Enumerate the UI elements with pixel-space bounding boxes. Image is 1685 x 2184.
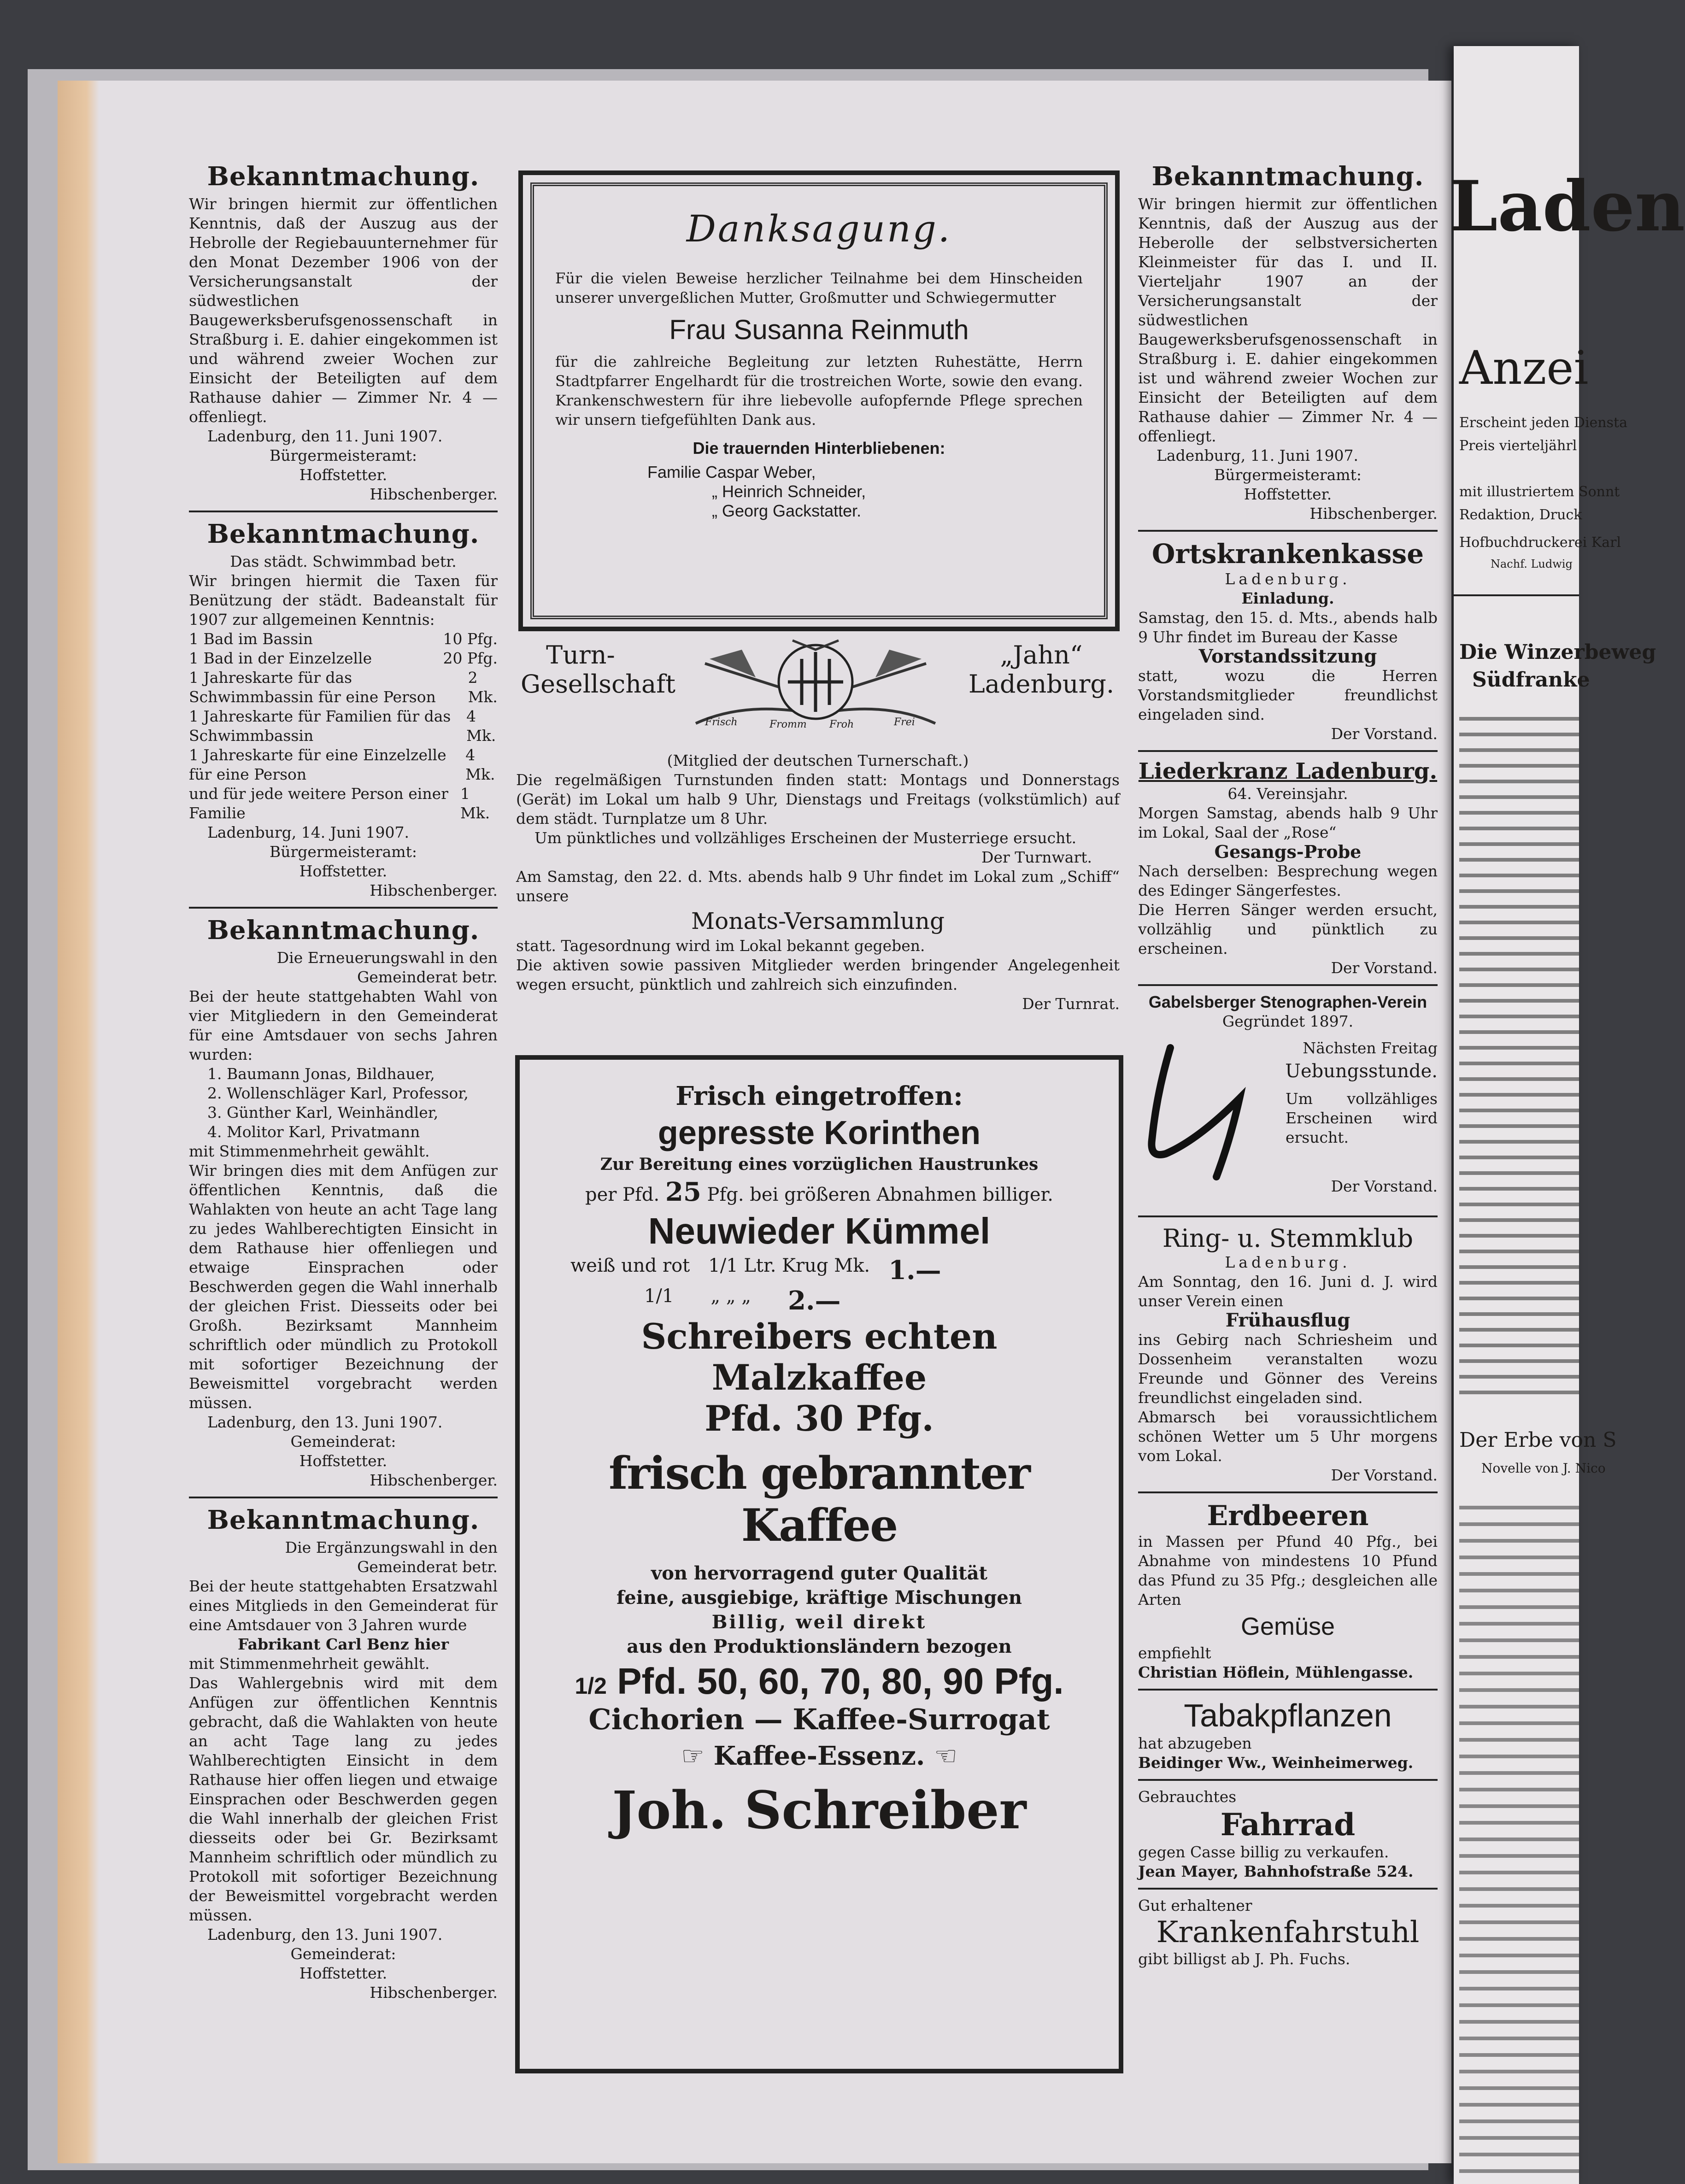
notice-date: Ladenburg, 14. Juni 1907. (207, 823, 409, 841)
gabelsberger (1138, 992, 1438, 1209)
ad-line: frisch gebrannter Kaffee (609, 1447, 1030, 1551)
price-value: 2 Mk. (468, 669, 498, 706)
mourner-line: Familie Caspar Weber, (647, 463, 816, 481)
danksagung-title: Danksagung. (686, 207, 952, 250)
turn-text-3: Am Samstag, den 22. d. Mts. abends halb 9 Uhr findet im Lokal zum „Schiff“ unsere (516, 868, 1120, 905)
notice-4 (189, 1505, 498, 2002)
divider (189, 907, 498, 909)
ad-line: Cichorien — Kaffee-Surrogat (588, 1703, 1050, 1736)
turn-signature: Der Turnwart. (981, 848, 1092, 866)
notice-sub: Gegründet 1897. (1222, 1012, 1354, 1030)
ad-price-line (570, 1255, 1105, 1286)
notice-pre: Gut erhaltener (1138, 1896, 1252, 1914)
notice-sig: Der Vorstand. (1331, 1466, 1438, 1484)
notice-title: Gabelsberger Stenographen-Verein (1148, 992, 1427, 1011)
ad-line: Schreibers echten Malzkaffee (641, 1316, 998, 1398)
price-row (189, 784, 498, 823)
price-row (189, 629, 498, 649)
notice-sig2: Hibschenberger. (370, 485, 498, 503)
notice-text: Nach derselben: Besprechung wegen des Edinger Sängerfestes. (1138, 862, 1438, 899)
notice-title: Bekanntmachung. (207, 161, 480, 192)
elected-item: 2. Wollenschläger Karl, Professor, (207, 1084, 469, 1102)
notice-sig1: Hoffstetter. (299, 1452, 387, 1470)
left-column (189, 161, 498, 2002)
notice-title: Liederkranz Ladenburg. (1138, 758, 1438, 784)
price-row (189, 746, 498, 784)
article-text (1459, 1493, 1579, 2184)
turn-text-4: statt. Tagesordnung wird im Lokal bekannt gegeben. (516, 937, 925, 955)
notice-sig: Der Vorstand. (1331, 725, 1438, 743)
danksagung-text-1: Für die vielen Beweise herzlicher Teilnahme bei dem Hinscheiden unserer unvergeßlichen Mutter, Großmutter und Schwiegermutter (555, 270, 1083, 306)
member-note: (Mitglied der deutschen Turnerschaft.) (667, 751, 969, 769)
masthead-line: Redaktion, Druck (1459, 507, 1582, 523)
article-title: Südfranke (1472, 668, 1590, 692)
erdbeeren-ad (1138, 1500, 1438, 1682)
notice-sig1: Hoffstetter. (299, 466, 387, 484)
notice-subject: Das städt. Schwimmbad betr. (230, 552, 457, 570)
notice-body: Das Wahlergebnis wird mit dem Anfügen zur öffentlichen Kenntnis gebracht, daß die Wahlakten von heute an acht Tage lang zu jedes Wahlberechtigten Einsicht in dem Rathause hier offen liegen und etwaige Einsprachen oder Beschwerden gegen die Wahl innerhalb der gleichen Frist diesseits oder bei Gr. Bezirksamt Mannheim schriftlich oder mündlich zu Protokoll mit sofortiger Bezeichnung der Beweismittel vorgebracht werden müssen. (189, 1674, 498, 1924)
notice-pre: Gebrauchtes (1138, 1788, 1237, 1806)
notice-mid: Frühausflug (1225, 1309, 1350, 1331)
ad-line: gepresste Korinthen (658, 1115, 981, 1151)
notice-date: Ladenburg, den 13. Juni 1907. (207, 1926, 443, 1943)
ad-line: Neuwieder Kümmel (648, 1210, 991, 1251)
ad-price: 2.— (787, 1286, 841, 1316)
notice-text: Morgen Samstag, abends halb 9 Uhr im Lokal, Saal der „Rose“ (1138, 804, 1438, 841)
price-row (189, 707, 498, 746)
price-label: 1 Jahreskarte für eine Einzelzelle für eine Person (189, 746, 446, 783)
ad-text: weiß und rot (570, 1255, 690, 1276)
pointing-hand-right-icon: ☞ (681, 1741, 705, 1771)
price-label: 1 Bad im Bassin (189, 630, 313, 648)
ad-text: per Pfd. (585, 1184, 660, 1205)
price-value: 1 Mk. (460, 785, 490, 822)
notice-sig: Der Vorstand. (1331, 959, 1438, 977)
notice-office: Bürgermeisteramt: (270, 446, 417, 464)
price-label: 1 Jahreskarte für Familien für das Schwimmbassin (189, 707, 451, 745)
article-title: Die Winzerbeweg (1459, 640, 1656, 664)
masthead-sub: Anzei (1459, 341, 1589, 395)
versammlung-heading: Monats-Versammlung (691, 908, 945, 934)
divider (189, 511, 498, 512)
mourner-line: „ Heinrich Schneider, (712, 482, 866, 501)
price-row (189, 668, 498, 707)
notice-office: Bürgermeisteramt: (1214, 466, 1362, 484)
elected-name: Fabrikant Carl Benz hier (237, 1635, 449, 1653)
price-row (189, 649, 498, 668)
ad-line: von hervorragend guter Qualität (651, 1562, 987, 1584)
notice-text: Jean Mayer, Bahnhofstraße 524. (1138, 1862, 1414, 1880)
turner-emblem (677, 631, 954, 751)
ad-price-line (534, 1177, 1105, 1207)
notice-after: mit Stimmenmehrheit gewählt. (189, 1655, 430, 1673)
notice-sig2: Hibschenberger. (370, 881, 498, 899)
notice-text: gegen Casse billig zu verkaufen. (1138, 1843, 1389, 1861)
price-value: 4 Mk. (466, 707, 496, 745)
divider (1138, 1888, 1438, 1890)
ad-text: Pfd. 50, 60, 70, 80, 90 Pfg. (617, 1661, 1064, 1702)
notice-sig: Der Vorstand. (1331, 1177, 1438, 1195)
notice-date: Ladenburg, 11. Juni 1907. (1157, 446, 1358, 464)
ad-text: „ „ „ (710, 1286, 751, 1307)
notice-title: Bekanntmachung. (207, 1505, 480, 1535)
notice-sig2: Hibschenberger. (1309, 505, 1438, 523)
notice-mid: Gemüse (1240, 1613, 1335, 1640)
ad-price: 25 (665, 1177, 701, 1207)
price-label: 1 Jahreskarte für das Schwimmbassin für eine Person (189, 669, 436, 706)
notice-text: in Massen per Pfund 40 Pfg., bei Abnahme von mindestens 10 Pfund das Pfund zu 35 Pfg.; desgleichen alle Arten (1138, 1532, 1438, 1609)
notice-text: Beidinger Ww., Weinheimerweg. (1138, 1754, 1414, 1772)
liederkranz (1138, 758, 1438, 978)
ad-price-line (534, 1660, 1105, 1703)
notice-mid: Uebungsstunde. (1285, 1061, 1438, 1082)
masthead-line: Erscheint jeden Diensta (1459, 415, 1627, 431)
emblem-word: Frisch (705, 716, 738, 728)
notice-sig1: Hoffstetter. (299, 1964, 387, 1982)
notice-sub: Einladung. (1241, 589, 1334, 607)
notice-text: Am Sonntag, den 16. Juni d. J. wird unser Verein einen (1138, 1273, 1438, 1310)
article-text (1459, 705, 1579, 1396)
notice-title: Tabakpflanzen (1184, 1697, 1392, 1733)
ad-price: 1.— (888, 1255, 941, 1286)
notice-2 (189, 519, 498, 900)
ad-line: Pfd. 30 Pfg. (705, 1398, 934, 1439)
notice-office: Gemeinderat: (290, 1433, 396, 1450)
price-value: 20 Pfg. (443, 649, 498, 667)
turn-text-1: Die regelmäßigen Turnstunden finden statt: Montags und Donnerstags (Gerät) im Lokal um halb 9 Uhr, Dienstags und Freitags (volkstümlich) auf dem städt. Turnplatze um 8 Uhr. (516, 771, 1120, 828)
masthead-line: Hofbuchdruckerei Karl (1459, 534, 1621, 551)
ad-text: Kaffee-Essenz. (713, 1741, 925, 1771)
notice-text: Samstag, den 15. d. Mts., abends halb 9 Uhr findet im Bureau der Kasse (1138, 609, 1438, 646)
notice-title: Krankenfahrstuhl (1156, 1915, 1420, 1949)
notice-mid: Gesangs-Probe (1214, 841, 1362, 862)
notice-mid: Vorstandssitzung (1198, 646, 1377, 667)
notice-title: Ring- u. Stemmklub (1162, 1224, 1414, 1253)
mourner-line: „ Georg Gackstatter. (712, 501, 862, 520)
notice-date: Ladenburg, den 11. Juni 1907. (207, 427, 443, 445)
turner-cross-icon (677, 631, 954, 751)
notice-intro: Bei der heute stattgehabten Wahl von vier Mitgliedern in den Gemeinderat für eine Amtsdauer von sechs Jahren wurden: (189, 987, 498, 1063)
page-edge (58, 81, 99, 2163)
right-column (1138, 161, 1438, 1969)
emblem-word: Froh (829, 719, 854, 730)
mourners-heading: Die trauernden Hinterbliebenen: (693, 439, 945, 458)
notice-body: Wir bringen hiermit zur öffentlichen Kenntnis, daß der Auszug aus der Hebrolle der Regiebauunternehmer für den Monat Dezember 1906 von der Versicherungsanstalt der südwestlichen Baugewerksberufsgenossenschaft in Straßburg i. E. dahier eingekommen ist und während zweier Wochen zur Einsicht der Beteiligten auf dem Rathause dahier — Zimmer Nr. 4 — offenliegt. (189, 195, 498, 426)
ad-text: 1/2 (575, 1673, 607, 1699)
notice-text: Abmarsch bei voraussichtlichem schönen Wetter um 5 Uhr morgens vom Lokal. (1138, 1408, 1438, 1465)
article-title: Der Erbe von S (1459, 1428, 1617, 1452)
ad-line: feine, ausgiebige, kräftige Mischungen (616, 1587, 1022, 1609)
emblem-word: Fromm (769, 719, 807, 730)
club-name-left-bottom: Gesellschaft (521, 669, 675, 699)
notice-date: Ladenburg, den 13. Juni 1907. (207, 1413, 443, 1431)
turn-text-5: Die aktiven sowie passiven Mitglieder werden bringender Angelegenheit wegen ersucht, pünktlich und zahlreich sich einzufinden. (516, 956, 1120, 993)
schreiber-advert (515, 1055, 1123, 2073)
notice-text: gibt billigst ab J. Ph. Fuchs. (1138, 1950, 1350, 1968)
ad-price-line (644, 1286, 1105, 1316)
notice-sig1: Hoffstetter. (1244, 485, 1332, 503)
next-page-edge (1449, 46, 1685, 2184)
notice-year: 64. Vereinsjahr. (1227, 785, 1348, 803)
notice-intro: Wir bringen hiermit die Taxen für Benützung der städt. Badeanstalt für 1907 zur allgemeinen Kenntnis: (189, 572, 498, 628)
masthead-line: Nachf. Ludwig (1491, 558, 1573, 570)
notice-1 (189, 161, 498, 504)
notice-sig2: Hibschenberger. (370, 1984, 498, 2002)
notice-text: Die Herren Sänger werden ersucht, vollzählig und pünktlich zu erscheinen. (1138, 901, 1438, 957)
divider (1138, 530, 1438, 532)
elected-item: 1. Baumann Jonas, Bildhauer, (207, 1065, 435, 1083)
club-name-right-bottom: Ladenburg. (968, 669, 1115, 699)
notice-title: Fahrrad (1220, 1807, 1356, 1843)
notice-text: Nächsten Freitag (1303, 1039, 1438, 1057)
danksagung-box (518, 170, 1120, 631)
turngesellschaft-notice (511, 631, 1124, 1018)
ad-text: 1/1 Ltr. Krug Mk. (708, 1255, 870, 1276)
divider (1138, 1491, 1438, 1493)
elected-item: 3. Günther Karl, Weinhändler, (207, 1104, 439, 1121)
notice-office: Gemeinderat: (290, 1945, 396, 1963)
ad-line: Billig, weil direkt (711, 1611, 927, 1633)
ring-stemmklub (1138, 1224, 1438, 1485)
pointing-hand-left-icon: ☜ (934, 1741, 957, 1771)
divider (1138, 1689, 1438, 1691)
ad-text: Pfg. bei größeren Abnahmen billiger. (707, 1184, 1053, 1205)
ad-line: Zur Bereitung eines vorzüglichen Haustrunkes (600, 1155, 1039, 1174)
notice-office: Bürgermeisteramt: (270, 843, 417, 861)
turn-signature: Der Turnrat. (1022, 995, 1120, 1013)
price-value: 10 Pfg. (443, 630, 498, 648)
divider (189, 1497, 498, 1498)
ad-line: aus den Produktionsländern bezogen (627, 1636, 1012, 1657)
price-label: und für jede weitere Person einer Familie (189, 785, 448, 822)
notice-body: Wir bringen hiermit zur öffentlichen Kenntnis, daß der Auszug aus der Heberolle der selbstversicherten Kleinmeister für das I. und II. Vierteljahr 1907 an der Versicherungsanstalt der südwestlichen Baugewerksberufsgenossenschaft in Straßburg i. E. dahier eingekommen ist und während zweier Wochen zur Einsicht der Beteiligten auf dem Rathause dahier — Zimmer Nr. 4 — offenliegt. (1138, 195, 1438, 445)
notice-title: Erdbeeren (1207, 1500, 1369, 1532)
ad-essenz-line (534, 1741, 1105, 1771)
ad-text: 1/1 (644, 1286, 674, 1307)
article-byline: Novelle von J. Nico (1481, 1461, 1606, 1476)
ad-merchant-name: Joh. Schreiber (612, 1780, 1027, 1841)
emblem-word: Frei (894, 716, 915, 728)
club-name-left-top: Turn- (546, 640, 615, 669)
notice-subject: Die Ergänzungswahl in den Gemeinderat betr. (285, 1538, 498, 1576)
price-value: 4 Mk. (465, 746, 495, 783)
divider (1138, 750, 1438, 752)
notice-sig1: Hoffstetter. (299, 862, 387, 880)
notice-3 (189, 915, 498, 1490)
divider (1138, 984, 1438, 986)
danksagung-text-2: für die zahlreiche Begleitung zur letzten Ruhestätte, Herrn Stadtpfarrer Engelhardt für die trostreichen Worte, sowie den evang. Krankenschwestern für ihre liebevolle aufopfernde Pflege sprechen wir unsern tiefgefühlten Dank aus. (555, 353, 1083, 429)
deceased-name: Frau Susanna Reinmuth (669, 314, 969, 345)
divider (1138, 1779, 1438, 1781)
notice-town: Ladenburg. (1225, 570, 1351, 588)
notice-title: Bekanntmachung. (207, 519, 480, 549)
club-name-right-top: „Jahn“ (1000, 640, 1083, 669)
notice-title: Bekanntmachung. (207, 915, 480, 945)
tabak-ad (1138, 1697, 1438, 1773)
notice-text: ins Gebirg nach Schriesheim und Dossenheim veranstalten wozu Freunde und Gönner des Vereins freundlichst eingeladen sind. (1138, 1331, 1438, 1407)
notice-intro: Bei der heute stattgehabten Ersatzwahl eines Mitglieds in den Gemeinderat für eine Amtsdauer von 3 Jahren wurde (189, 1577, 498, 1634)
notice-text: Christian Höflein, Mühlengasse. (1138, 1663, 1414, 1681)
krankenfahrstuhl-ad (1138, 1896, 1438, 1969)
price-label: 1 Bad in der Einzelzelle (189, 649, 372, 667)
ortskrankenkasse (1138, 538, 1438, 744)
elected-item: 4. Molitor Karl, Privatmann (207, 1123, 420, 1141)
fahrrad-ad (1138, 1787, 1438, 1881)
divider (1138, 1215, 1438, 1217)
notice-title: Bekanntmachung. (1151, 161, 1424, 192)
notice-text: Um vollzähliges Erscheinen wird ersucht. (1286, 1090, 1438, 1146)
ad-line: Frisch eingetroffen: (675, 1081, 963, 1111)
notice-kleinmeister (1138, 161, 1438, 523)
notice-body: Wir bringen dies mit dem Anfügen zur öffentlichen Kenntnis, daß die Wahlakten von heute an acht Tage lang zu jedes Wahlberechtigten Einsicht in dem Rathause hier offenliegen und etwaige Einsprachen oder Beschwerden gegen die Wahl innerhalb der gleichen Frist. Diesseits oder bei Großh. Bezirksamt Mannheim schriftlich oder mündlich zu Protokoll mit sofortiger Bezeichnung der Beweismittel vorgebracht werden müssen. (189, 1162, 498, 1412)
notice-text: empfiehlt (1138, 1644, 1211, 1662)
masthead-line: mit illustriertem Sonnt (1459, 484, 1620, 500)
notice-text: statt, wozu die Herren Vorstandsmitglieder freundlichst eingeladen sind. (1138, 667, 1438, 723)
stenography-glyph-icon (1138, 1039, 1258, 1186)
notice-text: hat abzugeben (1138, 1734, 1252, 1752)
notice-subject: Die Erneuerungswahl in den Gemeinderat betr. (276, 949, 498, 986)
notice-sig2: Hibschenberger. (370, 1471, 498, 1489)
masthead: Laden (1449, 166, 1685, 247)
masthead-line: Preis vierteljährl (1459, 438, 1577, 454)
turn-text-2: Um pünktliches und vollzähliges Erscheinen der Musterriege ersucht. (534, 829, 1077, 847)
notice-town: Ladenburg. (1225, 1253, 1351, 1271)
notice-after: mit Stimmenmehrheit gewählt. (189, 1142, 430, 1160)
notice-title: Ortskrankenkasse (1151, 538, 1424, 569)
